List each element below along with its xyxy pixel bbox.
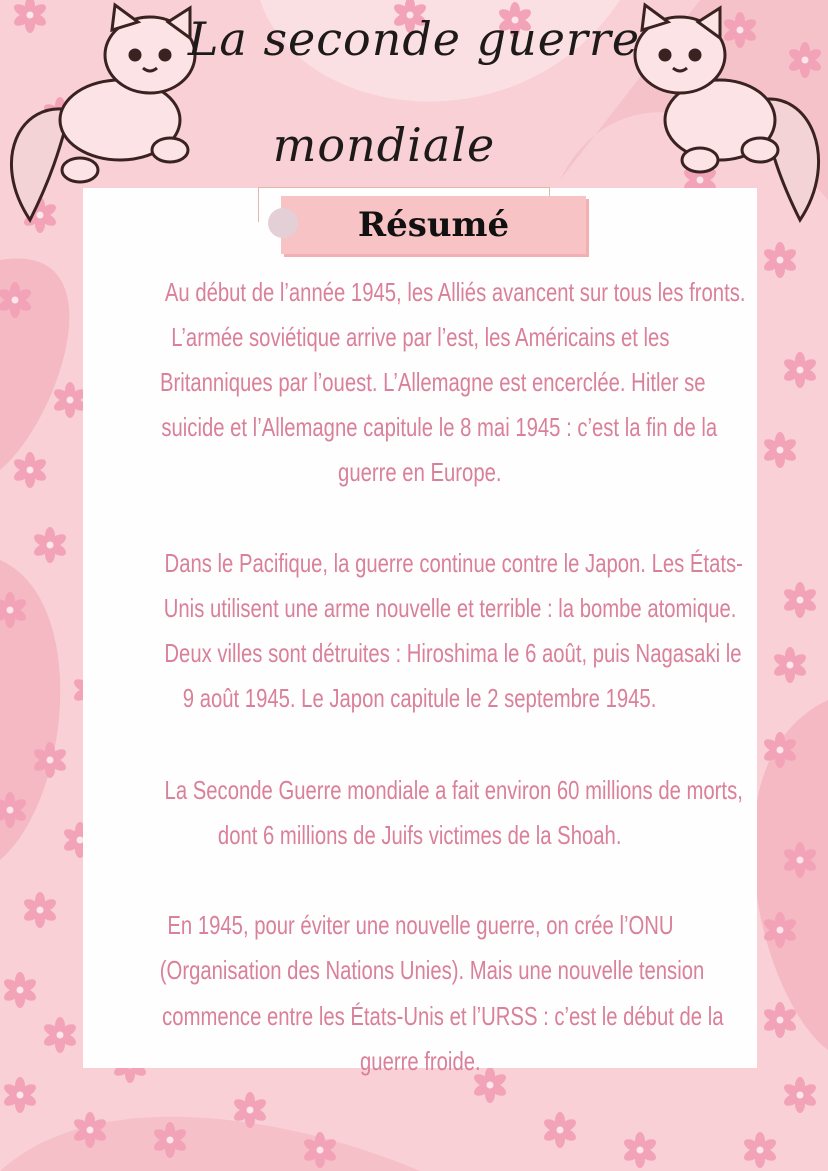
text-line: suicide et l’Allemagne capitule le 8 mai 1945 : c’est la fin de la [161,412,718,442]
text-line: La Seconde Guerre mondiale a fait environ 60 millions de morts, [164,775,743,805]
text-line: 9 août 1945. Le Japon capitule le 2 septembre 1945. [183,683,657,713]
text-line: L’armée soviétique arrive par l’est, les Américains et les [170,322,670,352]
text-line: guerre froide. [359,1046,481,1076]
text-line: Dans le Pacifique, la guerre continue contre le Japon. Les États- [164,548,743,578]
text-line: commence entre les États-Unis et l’URSS : c’est le début de la [162,1001,724,1031]
paragraph-4-line [83,950,757,990]
text-line: Au début de l’année 1945, les Alliés avancent sur tous les fronts. [164,277,746,307]
paragraph-2-line [83,678,757,718]
paragraph-4-line [83,905,757,945]
paragraph-1-line [83,452,757,492]
page-title-line-1: La seconde guerre [187,12,641,66]
page-title-line-2: mondiale [272,118,496,172]
section-label [281,196,586,254]
paragraph-2-line [83,633,757,673]
label-dot [268,208,298,238]
paragraph-3-line [83,770,757,810]
text-line: (Organisation des Nations Unies). Mais une nouvelle tension [159,955,705,985]
paragraph-1-line [83,407,757,447]
paragraph-4-line [83,1041,757,1081]
paragraph-1-line [83,362,757,402]
text-line: Deux villes sont détruites : Hiroshima le 6 août, puis Nagasaki le [164,638,742,668]
paragraph-2-line [83,543,757,583]
paragraph-1-line [83,317,757,357]
section-label-text: Résumé [357,205,510,245]
paragraph-4-line [83,996,757,1036]
paragraph-1-line [83,272,757,312]
paragraph-3-line [83,815,757,855]
text-line: Britanniques par l’ouest. L’Allemagne est encerclée. Hitler se [159,367,706,397]
text-line: Unis utilisent une arme nouvelle et terrible : la bombe atomique. [163,593,737,623]
text-line: dont 6 millions de Juifs victimes de la Shoah. [218,820,622,850]
text-line: En 1945, pour éviter une nouvelle guerre, on crée l’ONU [166,910,674,940]
text-line: guerre en Europe. [338,457,502,487]
paragraph-2-line [83,588,757,628]
